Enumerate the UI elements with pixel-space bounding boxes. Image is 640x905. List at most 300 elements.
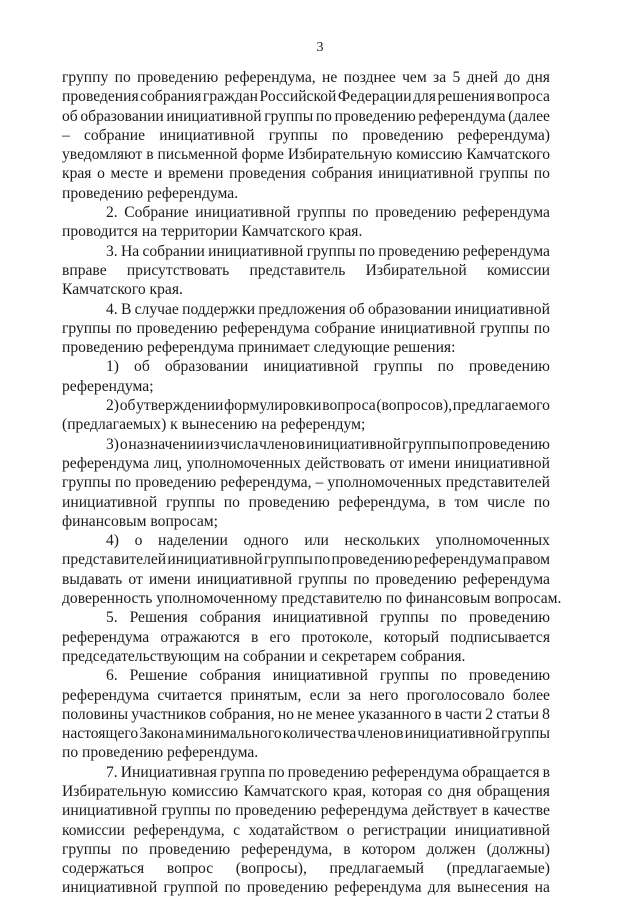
word: инициативной [380,319,476,337]
word: проведению [135,474,217,492]
word: принятым, [230,686,302,704]
word: по [115,474,132,492]
text-line [62,87,550,106]
word: инициативной [62,879,158,897]
word: ходатайством [248,821,339,839]
word: группы [62,319,111,337]
word: по [223,493,240,511]
word: собрания [199,609,261,627]
word: референдума) [457,126,550,144]
word: Российской [259,88,337,106]
word: решения [437,88,495,106]
word: по [437,358,454,376]
word: – [62,126,70,144]
word: Федерации [337,88,412,106]
word: присутствовать [126,261,230,279]
word: за [348,686,362,704]
word: (должны) [486,840,550,858]
word: предложения [258,300,346,318]
word: представитель [249,261,346,279]
word: части [445,705,482,723]
word: об [119,397,136,415]
page-number: 3 [316,40,324,55]
word: членов [357,725,404,743]
text-line [62,782,550,801]
word: лиц, [153,454,183,472]
word: одного [243,532,289,550]
word: инициативной [378,165,474,183]
word: референдума, [220,474,312,492]
word: референдума [320,802,408,820]
word: 1) [106,358,119,376]
word: референдума [62,628,150,646]
word: в [343,840,351,858]
text-line [62,435,550,454]
text-line [62,357,550,376]
word: (далее [508,107,550,125]
word: об [348,300,365,318]
word: собрания [199,667,261,685]
text-line [62,608,550,627]
word: группой [163,879,219,897]
word: комиссии [62,821,126,839]
word: отражаются [160,628,240,646]
word: 2) [106,397,119,415]
word: Инициативная [120,763,217,781]
word: – [315,474,324,492]
word: предлагаемого [452,397,550,415]
word: со [427,782,443,800]
word: группы [501,725,550,743]
text-line [62,666,550,685]
word: референдума [62,454,150,472]
word: по [224,879,241,897]
word: случае [134,300,179,318]
word: наделении [158,532,228,550]
word: его [269,628,291,646]
word: по [533,493,550,511]
word: группы [296,204,346,222]
word: собрания [140,88,202,106]
word: в [438,493,446,511]
word: формулировки [224,397,322,415]
text-line: финансовым вопросам; [62,512,218,530]
word: 6. [106,667,118,685]
text-line: доверенность уполномоченному представителю по финансовым вопросам. [62,590,562,608]
word: проведению [248,493,330,511]
text-line [62,164,550,183]
word: на [534,879,550,897]
text-line: референдума; [62,377,154,395]
text-line [62,454,550,473]
word: образовании [80,107,164,125]
word: инициативной [454,454,550,472]
word: менее [315,705,355,723]
word: Камчатского [466,146,550,164]
word: дней [466,69,499,86]
text-line [62,107,550,126]
word: группа [219,763,266,781]
word: группу [62,69,109,86]
word: числа [220,435,259,453]
word: времени [167,165,224,183]
word: группы [264,107,314,125]
word: котором [361,840,416,858]
word: Решения [129,609,188,627]
word: но [277,705,294,723]
word: о [119,435,128,453]
word: в [434,705,442,723]
word: (вопросы), [235,860,307,878]
word: по [533,165,550,183]
word: инициативной [454,821,550,839]
word: группы [263,551,313,569]
word: утверждении [136,397,224,415]
word: об [134,358,150,376]
word: проведению [149,840,231,858]
word: дня [447,782,472,800]
word: Избирательную [62,782,167,800]
word: образовании [367,300,452,318]
word: референдума [62,686,150,704]
word: или [304,532,329,550]
word: собрание [84,126,145,144]
word: который [383,628,440,646]
word: референдума [462,570,550,588]
word: проведению [378,242,460,260]
word: дня [526,69,550,86]
word: не [297,705,313,723]
word: комиссии [486,261,550,279]
word: по [533,319,550,337]
word: инициативной [208,242,304,260]
word: по [352,204,369,222]
text-line: (предлагаемых) к вынесению на референдум; [62,416,366,434]
text-line [62,319,550,338]
word: проведению [468,435,550,453]
word: инициативной [272,609,369,627]
word: инициативной [305,435,402,453]
word: назначении [128,435,205,453]
text-line: проведению референдума принимает следующие решения: [62,339,456,357]
word: письменной [157,146,238,164]
word: минимального [185,725,282,743]
word: проведению [468,358,550,376]
word: 7. [106,763,118,781]
text-line [62,821,550,840]
word: позднее [343,69,396,86]
word: по [353,570,370,588]
word: Решение [129,667,188,685]
word: проведению [362,126,444,144]
word: него [369,686,399,704]
word: группы [479,165,529,183]
word: о [97,165,105,183]
text-line [62,68,550,87]
word: половины [62,705,129,723]
word: 5. [106,609,118,627]
word: 4) [106,532,119,550]
text-line [62,801,550,820]
word: референдума, [224,69,316,86]
word: из [205,435,220,453]
word: 8 [542,705,550,723]
word: вопроса [322,397,376,415]
word: группы [402,435,451,453]
word: инициативной [454,300,550,318]
text-line [62,531,550,550]
word: по [115,319,132,337]
word: по [114,69,131,86]
text-line [62,550,550,569]
word: членов [259,435,306,453]
text-line [62,300,550,319]
word: в [251,628,259,646]
word: должен [426,840,476,858]
word: по [451,435,468,453]
word: уполномоченных [327,474,442,492]
word: проведению [334,107,416,125]
word: в [542,763,550,781]
word: с [233,821,241,839]
word: нескольких [344,532,420,550]
word: по [440,667,457,685]
word: уведомляют [62,146,143,164]
text-line [62,493,550,512]
word: проведению [375,570,457,588]
word: референдума [462,204,550,222]
word: подписывается [450,628,550,646]
word: которая [371,782,423,800]
word: проведению [331,551,413,569]
word: На [120,242,140,260]
word: для [427,879,451,897]
word: проведения [62,88,139,106]
word: группы [306,242,356,260]
word: в [146,146,154,164]
word: до [504,69,521,86]
word: представителей [62,551,167,569]
text-line: по проведению референдума. [62,744,259,762]
word: количества [282,725,357,743]
word: инициативной [272,667,368,685]
text-line [62,724,550,743]
word: поддержки [182,300,256,318]
word: по [214,802,231,820]
word: предлагаемый [329,860,424,878]
word: обращения [476,782,550,800]
word: качестве [493,802,550,820]
word: для [413,88,436,106]
word: по [331,126,349,144]
word: 3. [106,242,118,260]
word: проведению [235,802,317,820]
text-line [62,145,550,164]
text-line: председательствующим на собрании и секретарем собрания. [62,647,466,665]
word: 2 [485,705,493,723]
word: представителей [445,474,550,492]
word: уполномоченных [435,532,550,550]
word: более [512,686,550,704]
word: Собрание [124,204,189,222]
word: граждан [202,88,259,106]
word: инициативной [62,493,158,511]
word: обращается [462,763,540,781]
word: референдума, [241,840,333,858]
word: собрания [311,165,373,183]
text-line [62,628,550,647]
document-body [62,68,562,898]
word: о [346,821,355,839]
word: (предлагаемые) [446,860,550,878]
word: указанного [357,705,432,723]
text-line [62,859,550,878]
word: проведению [137,69,219,86]
word: референдума [413,551,502,569]
word: имени [148,570,191,588]
word: по [440,609,457,627]
word: имени [408,454,451,472]
text-line [62,396,550,415]
text-line [62,203,550,222]
word: уполномоченных [186,454,301,472]
word: не [321,69,338,86]
word: собрании [142,242,205,260]
word: том [454,493,479,511]
text-line [62,705,550,724]
word: проведению [468,667,550,685]
word: выдавать [62,570,123,588]
word: за [433,69,447,86]
word: вопроса [496,88,550,106]
word: месте [110,165,149,183]
word: проведению [375,204,457,222]
text-line [62,473,550,492]
word: 3) [106,435,119,453]
word: проведению [287,763,369,781]
word: 2. [106,204,118,222]
word: инициативной [196,570,293,588]
word: инициативной [167,551,263,569]
word: по [268,763,285,781]
word: группы [62,474,111,492]
word: инициативной [404,725,500,743]
text-line [62,878,550,897]
word: вправе [62,261,107,279]
word: референдума [418,107,506,125]
word: от [389,454,404,472]
word: края [62,165,92,183]
word: группы [373,358,423,376]
word: 5 [452,69,461,86]
word: группы [268,126,318,144]
word: действовать [305,454,385,472]
word: группы [298,570,348,588]
word: края, [332,782,367,800]
word: Камчатского [243,782,328,800]
word: образовании [164,358,249,376]
word: референдума [222,319,310,337]
word: числе [487,493,526,511]
word: Закона [139,725,184,743]
word: проведения [229,165,306,183]
word: референдума [334,879,422,897]
word: протоколе, [301,628,373,646]
word: от [128,570,143,588]
word: чем [402,69,427,86]
word: статьи [496,705,539,723]
word: проголосовало [406,686,505,704]
word: инициативной [263,358,359,376]
word: инициативной [195,204,291,222]
word: собрание [314,319,376,337]
text-line: Камчатского края. [62,281,183,299]
word: инициативной [166,107,262,125]
word: по [121,840,139,858]
text-line [62,686,550,705]
word: (вопросов), [376,397,453,415]
word: группы [379,609,429,627]
text-line [62,261,550,280]
word: форме [241,146,284,164]
text-line: проводится на территории Камчатского края. [62,223,363,241]
word: и [153,165,163,183]
word: комиссию [171,782,239,800]
word: вынесения [456,879,529,897]
word: по [315,107,332,125]
word: инициативной [62,802,158,820]
word: участников [131,705,207,723]
word: по [314,551,331,569]
word: о [134,532,143,550]
word: вопрос [166,860,214,878]
word: проведению [468,609,550,627]
text-line: проведению референдума. [62,184,239,202]
word: референдума [371,763,460,781]
word: инициативной [159,126,255,144]
word: регистрации [363,821,447,839]
word: правом [502,551,550,569]
word: референдума [462,242,550,260]
word: в [481,802,489,820]
word: собрания, [209,705,275,723]
word: группы [62,840,111,858]
word: референдума, [338,493,430,511]
word: действует [412,802,478,820]
word: проведению [246,879,329,897]
word: если [309,686,340,704]
text-line [62,126,550,145]
word: Избирательную [287,146,393,164]
word: Избирательной [365,261,467,279]
word: содержаться [62,860,145,878]
word: группы [480,319,530,337]
word: об [62,107,78,125]
word: 4. [106,300,118,318]
word: группы [161,802,211,820]
word: В [120,300,132,318]
text-line [62,570,550,589]
text-line [62,242,550,261]
word: настоящего [62,725,139,743]
word: группы [166,493,215,511]
text-line [62,840,550,859]
text-line [62,763,550,782]
word: референдума, [133,821,225,839]
word: по [358,242,376,260]
word: комиссию [396,146,463,164]
word: проведению [136,319,218,337]
